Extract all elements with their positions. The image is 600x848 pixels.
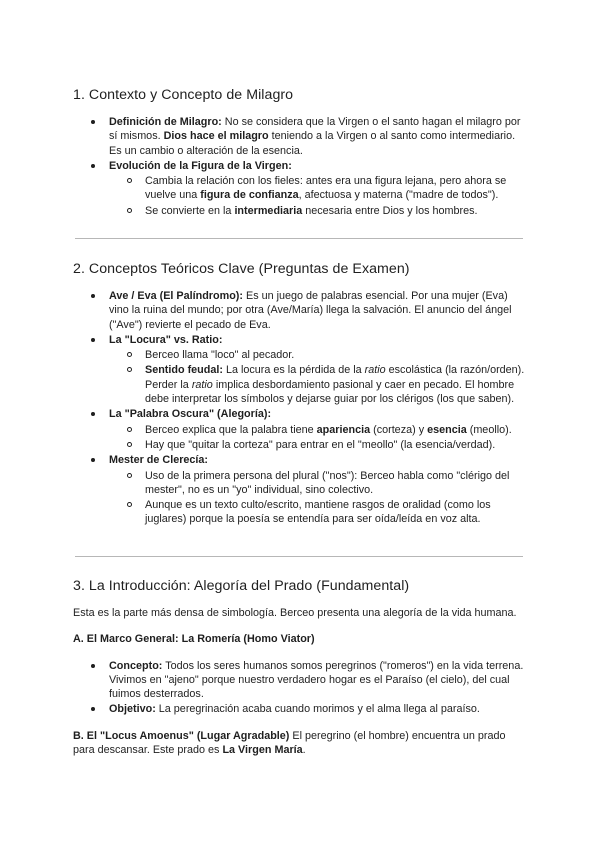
section-2-list [73, 289, 525, 528]
section-1-heading: 1. Contexto y Concepto de Milagro [73, 87, 294, 103]
item-text: La peregrinación acaba cuando morimos y el alma llega al paraíso. [155, 703, 480, 716]
bullet-icon [91, 707, 95, 711]
section-3-heading: 3. La Introducción: Alegoría del Prado (Fundamental) [73, 578, 410, 594]
item-text: . [302, 744, 306, 757]
subsection-b-paragraph [73, 729, 525, 758]
term-label: Ave / Eva (El Palíndromo): [109, 290, 243, 302]
term-label: La "Palabra Oscura" (Alegoría): [109, 408, 272, 421]
bullet-icon [91, 338, 95, 342]
circle-bullet-icon [127, 427, 132, 432]
subsection-a-list [73, 659, 525, 717]
section-divider [75, 238, 523, 239]
item-text: Es un juego de palabras esencial. Por una mujer (Eva) vino la ruina del mundo; por otra (Ave/María) llega la salvación. El anuncio del ángel ("Ave") revierte el pecado de Eva. [109, 290, 512, 331]
subsection-title-text: B. El "Locus Amoenus" (Lugar Agradable) [73, 729, 290, 742]
item-text: necesaria entre Dios y los hombres. [302, 204, 478, 217]
bullet-icon [91, 120, 95, 124]
list-item [73, 159, 525, 218]
list-item [73, 659, 525, 702]
item-text: escolástica (la razón/orden). Perder la [145, 364, 525, 391]
sub-list-item [73, 469, 525, 498]
term-label: Objetivo: [109, 703, 156, 716]
section-1-list [73, 115, 525, 219]
item-text: Cambia la relación con los fieles: antes era una figura lejana, pero ahora se vuelve una [145, 175, 507, 202]
term-label: Concepto: [109, 659, 163, 672]
item-text: Berceo explica que la palabra tiene [145, 423, 317, 436]
emphasis: figura de confianza [200, 189, 299, 202]
term-label: Definición de Milagro: [109, 116, 222, 128]
item-text: La locura es la pérdida de la [222, 364, 365, 377]
circle-bullet-icon [127, 352, 132, 357]
italic-term: ratio [364, 364, 386, 377]
item-text: Berceo llama "loco" al pecador. [145, 349, 295, 362]
item-text: No se considera que la Virgen o el santo hagan el milagro por sí mismos. [109, 116, 521, 143]
item-text: teniendo a la Virgen o al santo como intermediario. Es un cambio o alteración de la esencia. [109, 130, 516, 157]
item-text: Aunque es un texto culto/escrito, mantiene rasgos de oralidad (como los juglares) porque la poesía se entendía para ser oída/leída en voz alta. [145, 499, 491, 526]
item-text: (corteza) y [370, 423, 428, 436]
circle-bullet-icon [127, 442, 132, 447]
item-text: Todos los seres humanos somos peregrinos ("romeros") en la vida terrena. Vivimos en "ajeno" porque nuestro verdadero hogar es el Paraíso (el cielo), del cual fuimos desterrados. [109, 659, 524, 701]
bullet-icon [91, 412, 95, 416]
sub-list-item [73, 498, 525, 527]
item-text: Se convierte en la [145, 204, 235, 217]
bullet-icon [91, 294, 95, 298]
item-text: Uso de la primera persona del plural ("nos"): Berceo habla como "clérigo del mester", no es un "yo" individual, sino colectivo. [145, 469, 510, 496]
bullet-icon [91, 164, 95, 168]
section-2-heading: 2. Conceptos Teóricos Clave (Preguntas de Examen) [73, 261, 410, 277]
circle-bullet-icon [127, 367, 132, 372]
intro-paragraph: Esta es la parte más densa de simbología. Berceo presenta una alegoría de la vida humana. [73, 607, 517, 619]
item-text: Hay que "quitar la corteza" para entrar en el "meollo" (la esencia/verdad). [145, 438, 496, 451]
italic-term: ratio [191, 378, 213, 391]
section-3-body [73, 606, 525, 757]
bullet-icon [91, 458, 95, 462]
sub-list-item [73, 423, 525, 437]
circle-bullet-icon [127, 473, 132, 478]
sub-list-item [73, 363, 525, 406]
sub-list-item [73, 348, 525, 362]
item-text: implica desbordamiento pasional y caer en pecado. El hombre debe interpretar los símbolos y dejarse guiar por los clérigos (los que saben). [145, 378, 515, 406]
circle-bullet-icon [127, 208, 132, 213]
item-text: (meollo). [466, 423, 512, 436]
term-label: Evolución de la Figura de la Virgen: [109, 159, 292, 172]
term-label: Mester de Clerecía: [109, 454, 209, 467]
item-text: , afectuosa y materna ("madre de todos"). [298, 189, 499, 202]
section-divider [75, 556, 523, 557]
emphasis: esencia [427, 423, 467, 436]
list-item [73, 453, 525, 526]
sub-list-item [73, 204, 525, 218]
item-text: El peregrino (el hombre) encuentra un prado para descansar. Este prado es [73, 729, 506, 757]
bullet-icon [91, 664, 95, 668]
circle-bullet-icon [127, 178, 132, 183]
list-item [73, 289, 525, 332]
term-label: Sentido feudal: [145, 364, 223, 377]
term-label: La "Locura" vs. Ratio: [109, 333, 223, 346]
emphasis: apariencia [316, 423, 371, 436]
emphasis: intermediaria [234, 204, 303, 217]
circle-bullet-icon [127, 502, 132, 507]
sub-list-item [73, 174, 525, 203]
list-item [73, 333, 525, 406]
list-item [73, 702, 525, 716]
emphasis: Dios hace el milagro [163, 130, 269, 143]
subsection-a-title [73, 632, 525, 646]
sub-list-item [73, 438, 525, 452]
subsection-title-text: A. El Marco General: La Romería (Homo Viator) [73, 633, 315, 646]
list-item [73, 407, 525, 452]
emphasis: La Virgen María [222, 744, 303, 757]
list-item [73, 115, 525, 158]
